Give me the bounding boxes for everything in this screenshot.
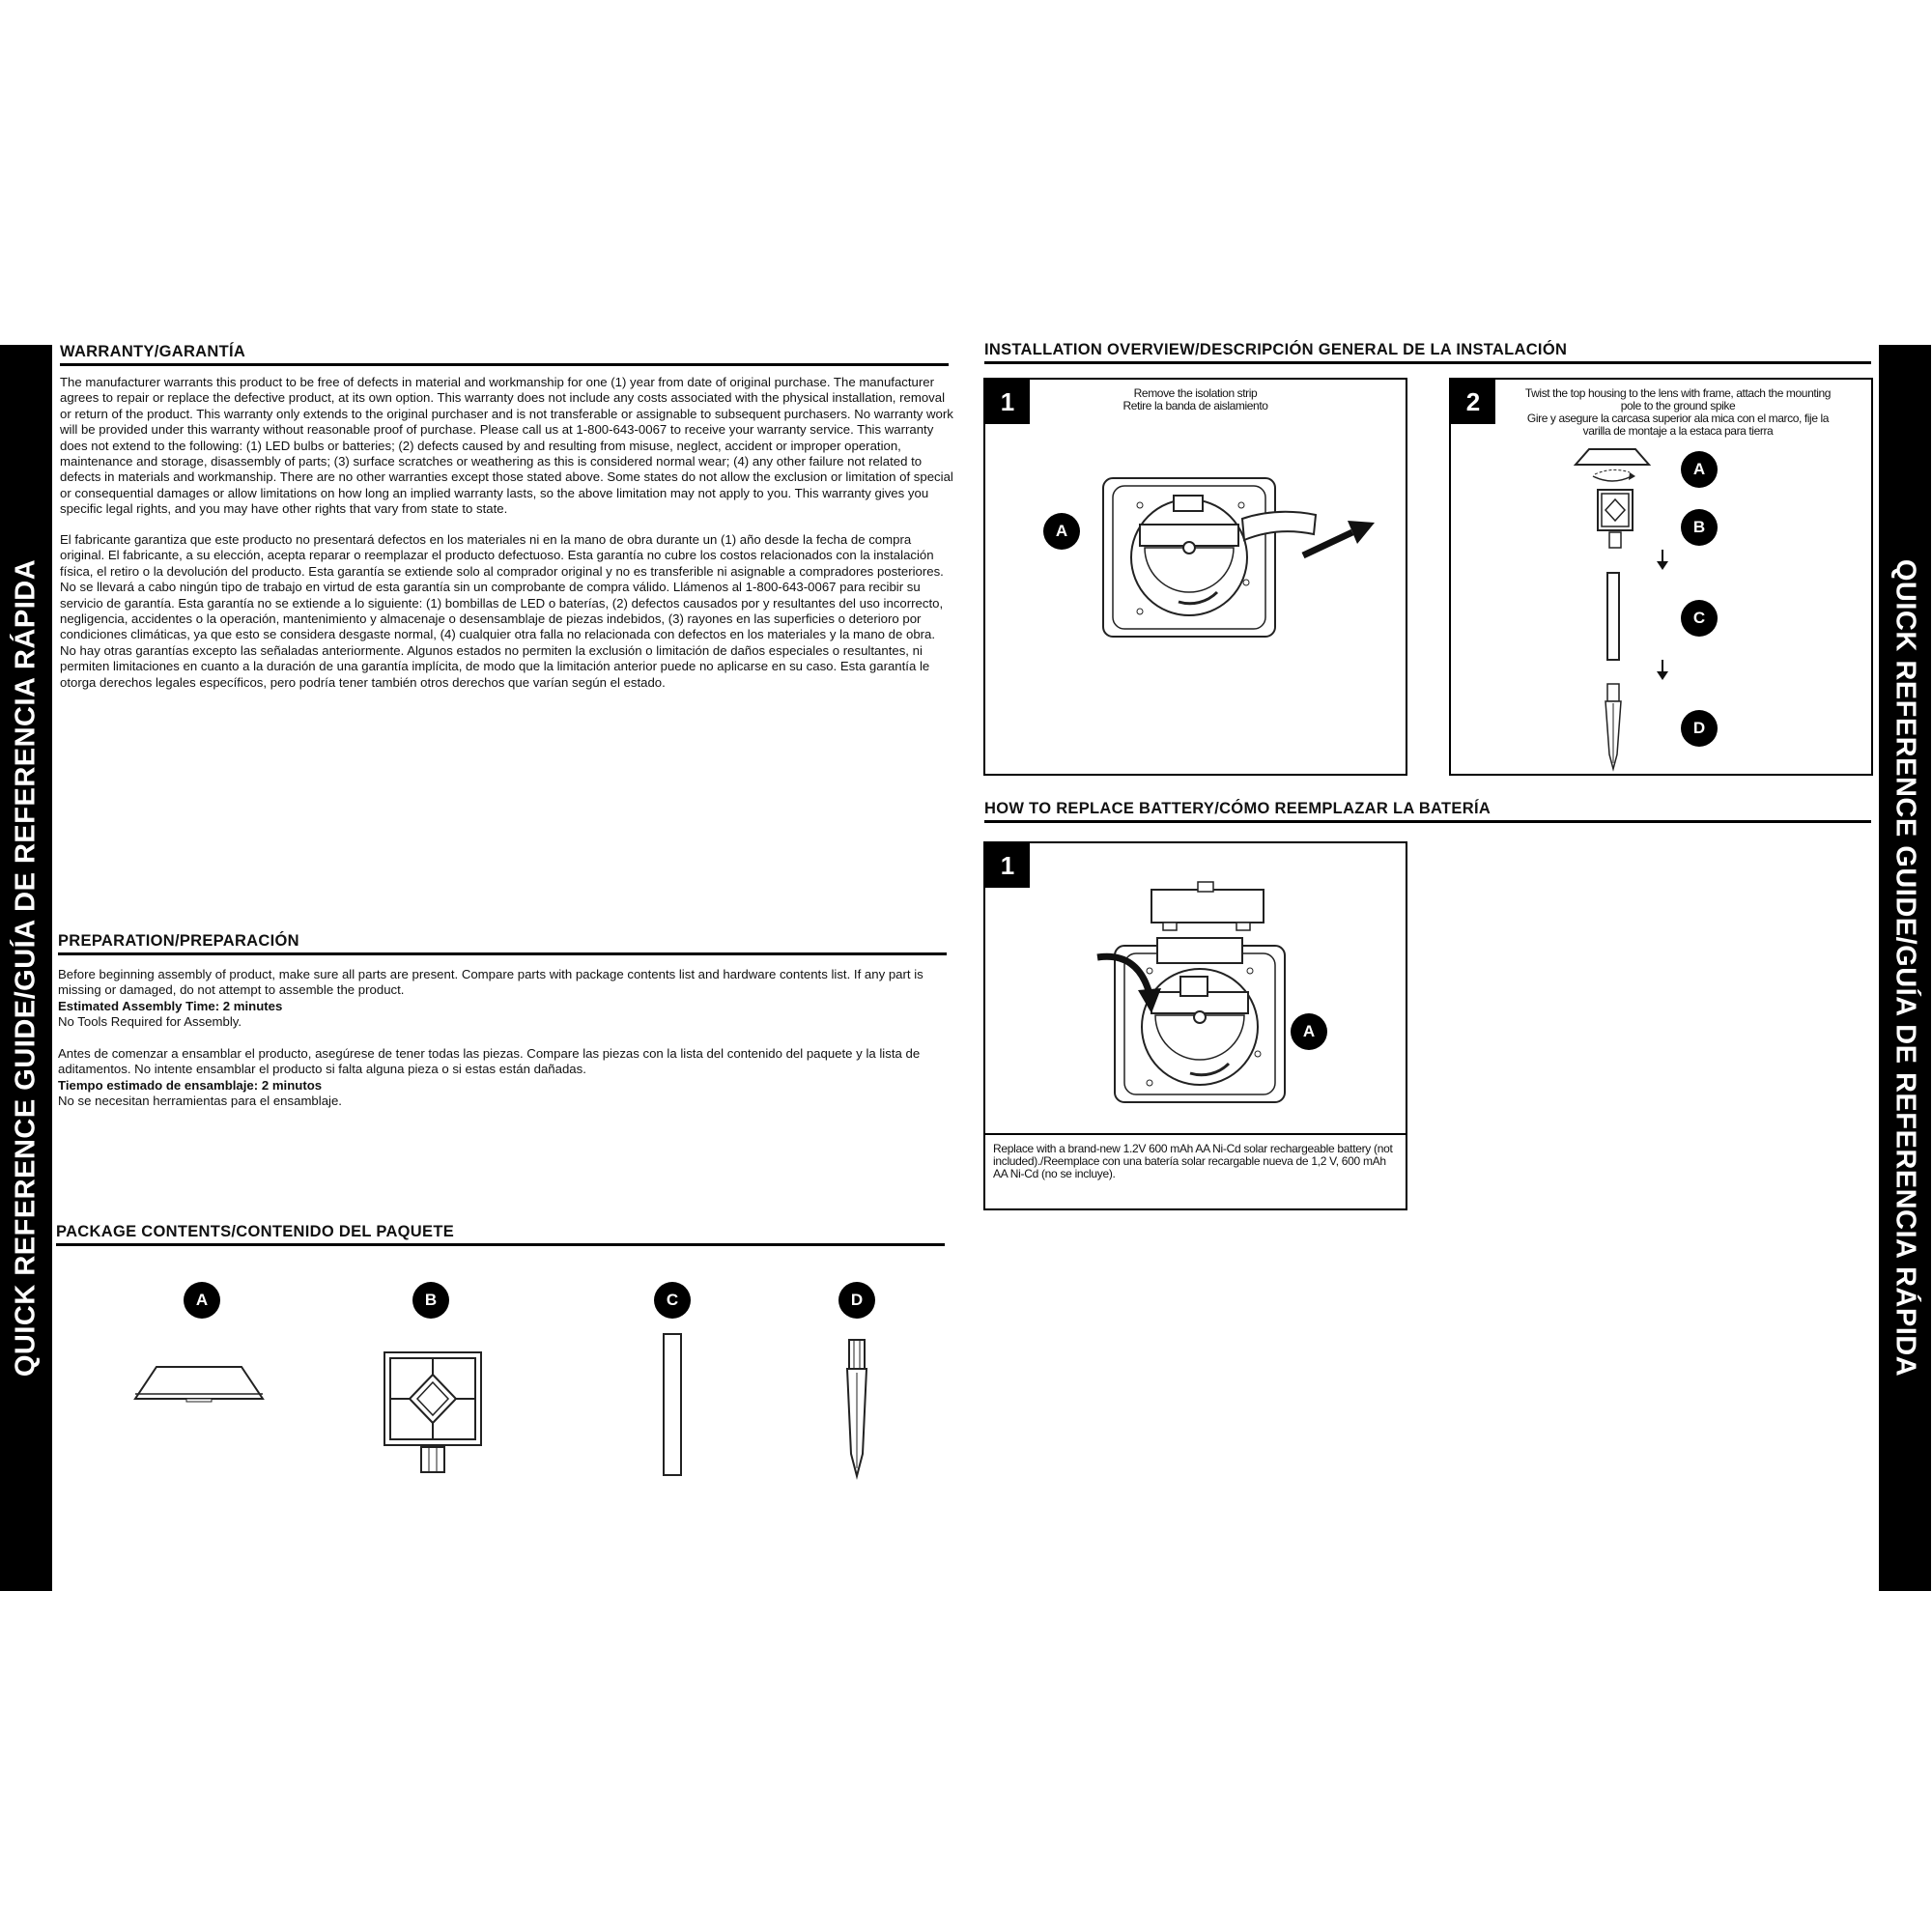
installation-step-2-text-es: Gire y asegure la carcasa superior ala mica con el marco, fije la varilla de montaje a la estaca para tierra — [1526, 412, 1830, 438]
installation-step-2-text-en: Twist the top housing to the lens with frame, attach the mounting pole to the ground spike — [1524, 386, 1832, 412]
part-b-lens-frame-illustration — [383, 1350, 483, 1476]
exploded-top-housing-illustration — [1574, 447, 1651, 486]
exploded-mounting-pole-illustration — [1605, 571, 1621, 662]
side-label-left: QUICK REFERENCE GUIDE/GUÍA DE REFERENCIA RÁPIDA — [10, 558, 42, 1378]
installation-step-2-callout-d: D — [1681, 710, 1718, 747]
battery-cover-illustration — [1150, 880, 1265, 934]
preparation-en — [58, 967, 956, 1031]
warranty-heading: WARRANTY/GARANTÍA — [60, 343, 949, 366]
preparation-es-tools: No se necesitan herramientas para el ensamblaje. — [58, 1094, 342, 1109]
part-d-ground-spike-illustration — [844, 1338, 869, 1478]
part-callout-d: D — [838, 1282, 875, 1319]
installation-step-1-callout-a: A — [1043, 513, 1080, 550]
battery-note-divider — [985, 1133, 1406, 1135]
assembly-arrow-1-icon — [1656, 550, 1669, 571]
preparation-en-tools: No Tools Required for Assembly. — [58, 1014, 242, 1030]
assembly-arrow-2-icon — [1656, 660, 1669, 681]
installation-step-1-number: 1 — [985, 380, 1030, 424]
installation-step-2-callout-c: C — [1681, 600, 1718, 637]
part-a-top-housing-illustration — [133, 1362, 265, 1403]
battery-note-text: Replace with a brand-new 1.2V 600 mAh AA Ni-Cd solar rechargeable battery (not included)./Reemplace con una batería solar recargable nueva de 1,2 V, 600 mAh AA Ni-Cd (no se incluye). — [993, 1142, 1393, 1180]
package-contents-heading: PACKAGE CONTENTS/CONTENIDO DEL PAQUETE — [56, 1223, 945, 1246]
exploded-ground-spike-illustration — [1603, 682, 1624, 771]
preparation-en-time: Estimated Assembly Time: 2 minutes — [58, 998, 283, 1013]
installation-step-1-panel — [983, 378, 1407, 776]
preparation-heading: PREPARATION/PREPARACIÓN — [58, 932, 947, 955]
preparation-es-text: Antes de comenzar a ensamblar el producto, asegúrese de tener todas las piezas. Compare las piezas con la lista del contenido del paquete y la lista de aditamentos. No intente ensamblar el producto si falta alguna pieza o si estas están dañadas. — [58, 1046, 921, 1077]
installation-heading: INSTALLATION OVERVIEW/DESCRIPCIÓN GENERAL DE LA INSTALACIÓN — [984, 341, 1871, 364]
part-callout-c: C — [654, 1282, 691, 1319]
installation-step-1-text-en: Remove the isolation strip — [1133, 386, 1258, 400]
preparation-es — [58, 1046, 956, 1110]
remove-cover-arrow-icon — [1092, 944, 1169, 1021]
side-label-right: QUICK REFERENCE GUIDE/GUÍA DE REFERENCIA RÁPIDA — [1889, 558, 1921, 1378]
battery-heading: HOW TO REPLACE BATTERY/CÓMO REEMPLAZAR LA BATERÍA — [984, 800, 1871, 823]
preparation-es-time: Tiempo estimado de ensamblaje: 2 minutos — [58, 1077, 323, 1093]
installation-step-2-panel — [1449, 378, 1873, 776]
part-c-mounting-pole-illustration — [662, 1332, 683, 1477]
installation-step-2-callout-b: B — [1681, 509, 1718, 546]
preparation-en-text: Before beginning assembly of product, make sure all parts are present. Compare parts with package contents list and hardware contents list. If any part is missing or damaged, do not attempt to assemble the product. — [58, 967, 923, 998]
battery-step-1-panel — [983, 841, 1407, 1210]
installation-step-1-text — [1072, 387, 1319, 412]
battery-step-1-number: 1 — [985, 843, 1030, 888]
warranty-text-en: The manufacturer warrants this product to be free of defects in material and workmanship for one (1) year from date of original purchase. The manufacturer agrees to repair or replace the defective product, at its own option. This warranty does not include any costs associated with the physical installation, removal or return of the product. This warranty only extends to the original purchaser and is not transferable or assignable to subsequent purchasers. No warranty work will be provided under this warranty without reasonable proof of purchase. Please call us at 1-800-643-0067 to receive your warranty service. This warranty does not extend to the following: (1) LED bulbs or batteries; (2) defects caused by and resulting from misuse, neglect, accident or improper operation, maintenance and storage, disassembly of parts; (3) surface scratches or weathering as this is considered normal wear; (4) any other failure not related to defects in materials and workmanship. There are no other warranties except those stated above. Some states do not allow the exclusion or limitation of special or consequential damages or allow limitations on how long an implied warranty lasts, so the above limitation may not apply to you. This warranty gives you specific legal rights, and you may have other rights that vary from state to state. — [60, 375, 953, 517]
warranty-text-es: El fabricante garantiza que este producto no presentará defectos en los materiales ni en la mano de obra durante un (1) año desde la fecha de compra original. El fabricante, a su elección, acepta reparar o reemplazar el producto defectuoso. Esta garantía no cubre los costos relacionados con la instalación física, el retiro o la devolución del producto. Esta garantía se extiende solo al comprador original y no es transferible ni asignable a compradores posteriores. No se llevará a cabo ningún tipo de trabajo en virtud de esta garantía sin un comprobante de compra válido. Llámenos al 1-800-643-0067 para recibir su servicio de garantía. Esta garantía no se extiende a lo siguiente: (1) bombillas de LED o baterías, (2) defectos causados por y resultantes del uso incorrecto, negligencia, accidentes o la operación, mantenimiento y almacenaje o desensamblaje de piezas indebidos, (3) rayones en las superficies o deterioro por condiciones climáticas, ya que esto se considera desgaste normal, (4) cualquier otra falla no relacionada con defectos en los materiales y la mano de obra. No hay otras garantías excepto las señaladas anteriormente. Algunos estados no permiten la exclusión o limitación de daños especiales o resultantes, ni permiten limitaciones en cuanto a la duración de una garantía implícita, de modo que la limitación anterior puede no aplicarse en su caso. Esta garantía le otorga derechos legales específicos, pero podría tener también otros derechos que varían según el estado. — [60, 532, 944, 690]
side-band-left — [0, 345, 52, 1591]
battery-step-1-callout-a: A — [1291, 1013, 1327, 1050]
part-callout-b: B — [412, 1282, 449, 1319]
pull-arrow-icon — [1299, 515, 1377, 563]
side-band-right — [1879, 345, 1931, 1591]
installation-step-2-text — [1519, 387, 1837, 438]
part-callout-a: A — [184, 1282, 220, 1319]
installation-step-2-number: 2 — [1451, 380, 1495, 424]
exploded-lens-frame-illustration — [1596, 488, 1634, 552]
installation-step-2-callout-a: A — [1681, 451, 1718, 488]
installation-step-1-text-es: Retire la banda de aislamiento — [1122, 399, 1268, 412]
